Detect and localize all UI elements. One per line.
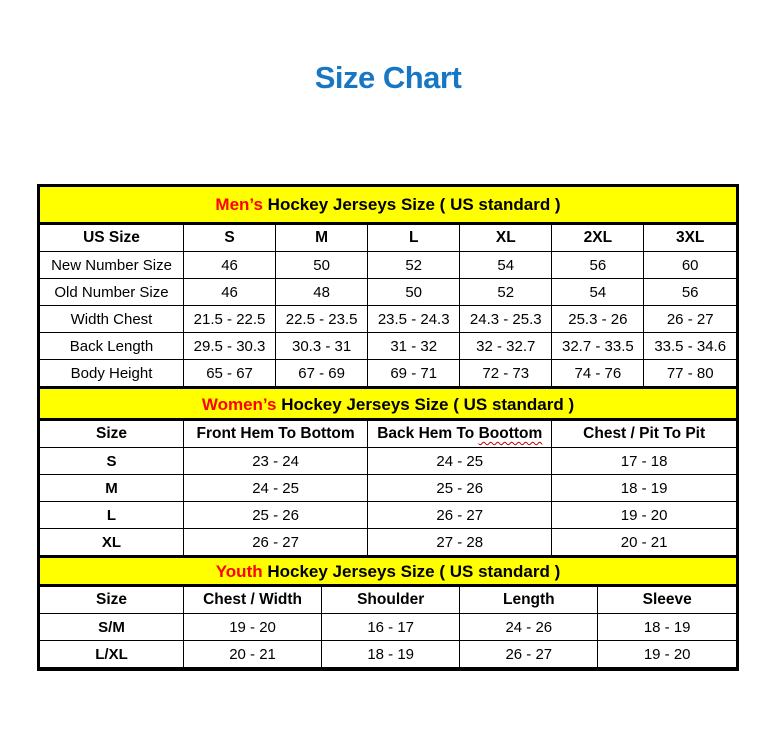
size-value: 46: [184, 252, 276, 279]
column-header-text: Back Hem To: [377, 425, 479, 442]
column-header: Sleeve: [598, 587, 736, 614]
size-value: 26 - 27: [460, 641, 598, 668]
column-header: Front Hem To Bottom: [184, 421, 368, 448]
size-value: 24 - 25: [368, 448, 552, 475]
row-label: XL: [40, 529, 184, 556]
table-row: [40, 448, 736, 475]
size-value: 72 - 73: [460, 360, 552, 387]
size-value: 21.5 - 22.5: [184, 306, 276, 333]
size-value: 24 - 25: [184, 475, 368, 502]
size-value: 25 - 26: [184, 502, 368, 529]
mens-size-table: [40, 224, 736, 387]
size-value: 52: [460, 279, 552, 306]
size-value: 50: [368, 279, 460, 306]
womens-section-band: [40, 387, 736, 420]
misspelled-word-underline: Boottom: [478, 425, 543, 442]
row-label: New Number Size: [40, 252, 184, 279]
size-value: 69 - 71: [368, 360, 460, 387]
size-value: 18 - 19: [552, 475, 736, 502]
size-value: 60: [644, 252, 736, 279]
table-row: [40, 360, 736, 387]
size-value: 19 - 20: [598, 641, 736, 668]
size-value: 16 - 17: [322, 614, 460, 641]
row-label: S/M: [40, 614, 184, 641]
size-value: 30.3 - 31: [276, 333, 368, 360]
size-value: 24 - 26: [460, 614, 598, 641]
size-value: 48: [276, 279, 368, 306]
size-value: 18 - 19: [598, 614, 736, 641]
column-header: 2XL: [552, 225, 644, 252]
size-value: 65 - 67: [184, 360, 276, 387]
column-header: [368, 421, 552, 448]
size-value: 23 - 24: [184, 448, 368, 475]
mens-band-highlight: Men’s: [215, 195, 263, 214]
column-header: S: [184, 225, 276, 252]
size-value: 26 - 27: [368, 502, 552, 529]
row-label: Body Height: [40, 360, 184, 387]
youth-band-text: Hockey Jerseys Size ( US standard ): [262, 562, 561, 581]
row-label: M: [40, 475, 184, 502]
youth-band-highlight: Youth: [215, 562, 263, 581]
size-value: 29.5 - 30.3: [184, 333, 276, 360]
size-value: 50: [276, 252, 368, 279]
table-row: [40, 333, 736, 360]
table-row: [40, 252, 736, 279]
row-label: Old Number Size: [40, 279, 184, 306]
size-value: 32 - 32.7: [460, 333, 552, 360]
column-header: Length: [460, 587, 598, 614]
table-row: [40, 475, 736, 502]
column-header: XL: [460, 225, 552, 252]
size-value: 56: [644, 279, 736, 306]
youth-size-table: [40, 586, 736, 668]
table-row: [40, 614, 736, 641]
table-row: [40, 502, 736, 529]
size-value: 18 - 19: [322, 641, 460, 668]
size-value: 20 - 21: [552, 529, 736, 556]
youth-header-row: [40, 587, 736, 614]
table-row: [40, 529, 736, 556]
size-value: 25 - 26: [368, 475, 552, 502]
size-value: 24.3 - 25.3: [460, 306, 552, 333]
size-value: 31 - 32: [368, 333, 460, 360]
size-value: 46: [184, 279, 276, 306]
size-value: 26 - 27: [184, 529, 368, 556]
table-row: [40, 306, 736, 333]
size-value: 74 - 76: [552, 360, 644, 387]
column-header: L: [368, 225, 460, 252]
size-value: 26 - 27: [644, 306, 736, 333]
size-chart: [37, 184, 739, 671]
womens-size-table: [40, 420, 736, 556]
column-header: 3XL: [644, 225, 736, 252]
row-label: L: [40, 502, 184, 529]
column-header: Size: [40, 587, 184, 614]
size-value: 33.5 - 34.6: [644, 333, 736, 360]
size-value: 23.5 - 24.3: [368, 306, 460, 333]
column-header: M: [276, 225, 368, 252]
column-header: US Size: [40, 225, 184, 252]
size-value: 77 - 80: [644, 360, 736, 387]
row-label: Width Chest: [40, 306, 184, 333]
size-value: 52: [368, 252, 460, 279]
size-value: 54: [552, 279, 644, 306]
size-value: 32.7 - 33.5: [552, 333, 644, 360]
size-value: 19 - 20: [184, 614, 322, 641]
column-header: Chest / Pit To Pit: [552, 421, 736, 448]
youth-section-band: [40, 556, 736, 586]
size-value: 25.3 - 26: [552, 306, 644, 333]
mens-band-text: Hockey Jerseys Size ( US standard ): [262, 195, 561, 214]
womens-band-highlight: Women’s: [201, 395, 277, 414]
mens-section-band: [40, 187, 736, 224]
womens-header-row: [40, 421, 736, 448]
row-label: S: [40, 448, 184, 475]
column-header: Chest / Width: [184, 587, 322, 614]
column-header: Shoulder: [322, 587, 460, 614]
womens-band-text: Hockey Jerseys Size ( US standard ): [276, 395, 575, 414]
column-header: Size: [40, 421, 184, 448]
size-value: 17 - 18: [552, 448, 736, 475]
size-value: 20 - 21: [184, 641, 322, 668]
size-value: 19 - 20: [552, 502, 736, 529]
row-label: L/XL: [40, 641, 184, 668]
size-value: 54: [460, 252, 552, 279]
size-value: 56: [552, 252, 644, 279]
size-value: 22.5 - 23.5: [276, 306, 368, 333]
row-label: Back Length: [40, 333, 184, 360]
mens-header-row: [40, 225, 736, 252]
size-value: 67 - 69: [276, 360, 368, 387]
table-row: [40, 279, 736, 306]
page-title: Size Chart: [314, 60, 462, 95]
table-row: [40, 641, 736, 668]
size-value: 27 - 28: [368, 529, 552, 556]
